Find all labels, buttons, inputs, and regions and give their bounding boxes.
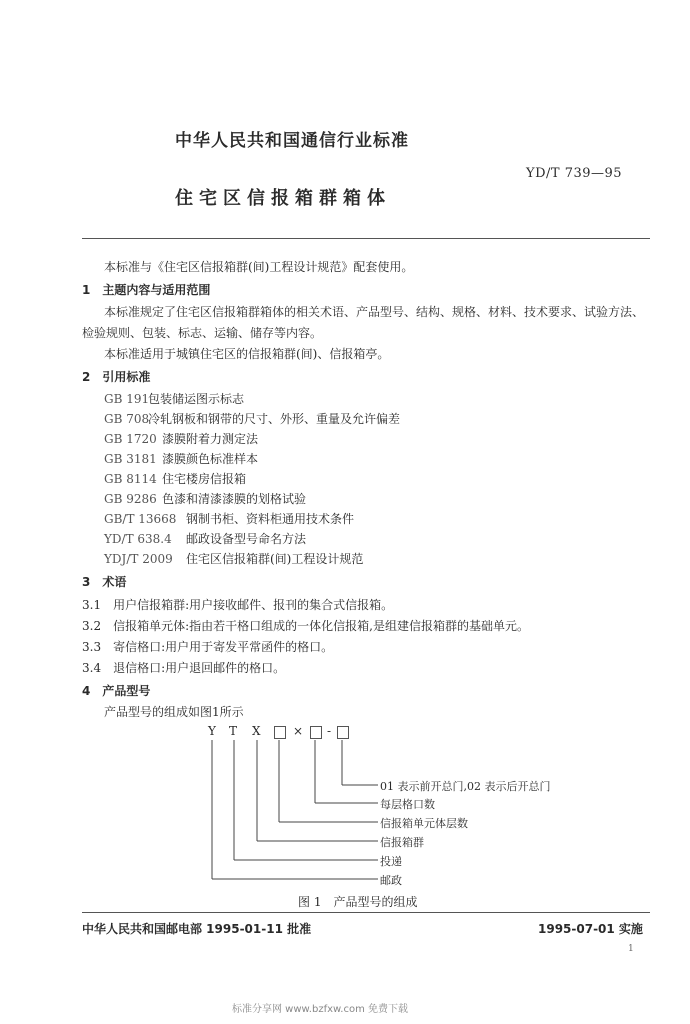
watermark-text: 标准分享网 www.bzfxw.com 免费下载 [232,1004,408,1015]
section-1-para-2: 本标准适用于城镇住宅区的信报箱群(间)、信报箱亭。 [104,347,390,361]
legend-mailbox-group: 信报箱群 [380,836,424,849]
effective-date: 1995-07-01 实施 [538,922,643,936]
standard-code: YD/T 739—95 [526,166,623,181]
intro-text: 本标准与《住宅区信报箱群(间)工程设计规范》配套使用。 [104,260,414,274]
code-letter-x: X [252,724,261,738]
separator-times: × [293,724,304,738]
section-2-heading: 2 引用标准 [82,370,151,384]
term-item: 3.1 用户信报箱群:用户接收邮件、报刊的集合式信报箱。 [82,598,394,612]
section-1-para-1-line-2: 检验规则、包装、标志、运输、储存等内容。 [82,326,323,340]
approval-line: 中华人民共和国邮电部 1995-01-11 批准 [82,922,312,936]
code-letter-t: T [229,724,238,738]
term-item: 3.2 信报箱单元体:指由若干格口组成的一体化信报箱,是组建信报箱群的基础单元。 [82,619,529,633]
page-number: 1 [628,944,634,954]
separator-dash: - [327,724,332,738]
reference-code: GB 3181 [104,452,157,466]
reference-code: GB 9286 [104,492,157,506]
reference-title: 色漆和清漆漆膜的划格试验 [162,492,307,506]
reference-title: 冷轧钢板和钢带的尺寸、外形、重量及允许偏差 [148,412,401,426]
reference-title: 住宅楼房信报箱 [162,472,247,486]
term-item: 3.3 寄信格口:用户用于寄发平常函件的格口。 [82,640,334,654]
section-4-heading: 4 产品型号 [82,684,151,698]
legend-postal: 邮政 [380,874,402,887]
code-letter-y: Y [208,724,216,738]
reference-code: GB 708 [104,412,150,426]
reference-title: 包装储运图示标志 [148,392,245,406]
legend-unit-layers: 信报箱单元体层数 [380,817,468,830]
legend-door-type: 01 表示前开总门,02 表示后开总门 [380,780,551,793]
reference-title: 漆膜颜色标准样本 [162,452,259,466]
reference-title: 漆膜附着力测定法 [162,432,259,446]
reference-code: YD/T 638.4 [104,532,172,546]
figure-caption: 图 1 产品型号的组成 [298,895,418,909]
section-4-intro: 产品型号的组成如图1所示 [104,705,244,719]
legend-delivery: 投递 [380,855,402,868]
reference-code: GB 8114 [104,472,157,486]
footer-divider [82,912,650,913]
section-1-heading: 1 主题内容与适用范围 [82,283,211,297]
reference-code: GB 1720 [104,432,157,446]
reference-title: 钢制书柜、资料柜通用技术条件 [186,512,355,526]
standard-title: 中华人民共和国通信行业标准 [175,131,409,151]
legend-slots-per-layer: 每层格口数 [380,798,435,811]
document-title: 住宅区信报箱群箱体 [175,188,391,209]
term-item: 3.4 退信格口:用户退回邮件的格口。 [82,661,286,675]
reference-code: GB 191 [104,392,150,406]
section-1-para-1-line-1: 本标准规定了住宅区信报箱群箱体的相关术语、产品型号、结构、规格、材料、技术要求、试验方法、 [104,305,645,319]
reference-title: 住宅区信报箱群(间)工程设计规范 [186,552,364,566]
section-3-heading: 3 术语 [82,575,127,589]
reference-code: GB/T 13668 [104,512,177,526]
reference-code: YDJ/T 2009 [104,552,173,566]
reference-title: 邮政设备型号命名方法 [186,532,307,546]
